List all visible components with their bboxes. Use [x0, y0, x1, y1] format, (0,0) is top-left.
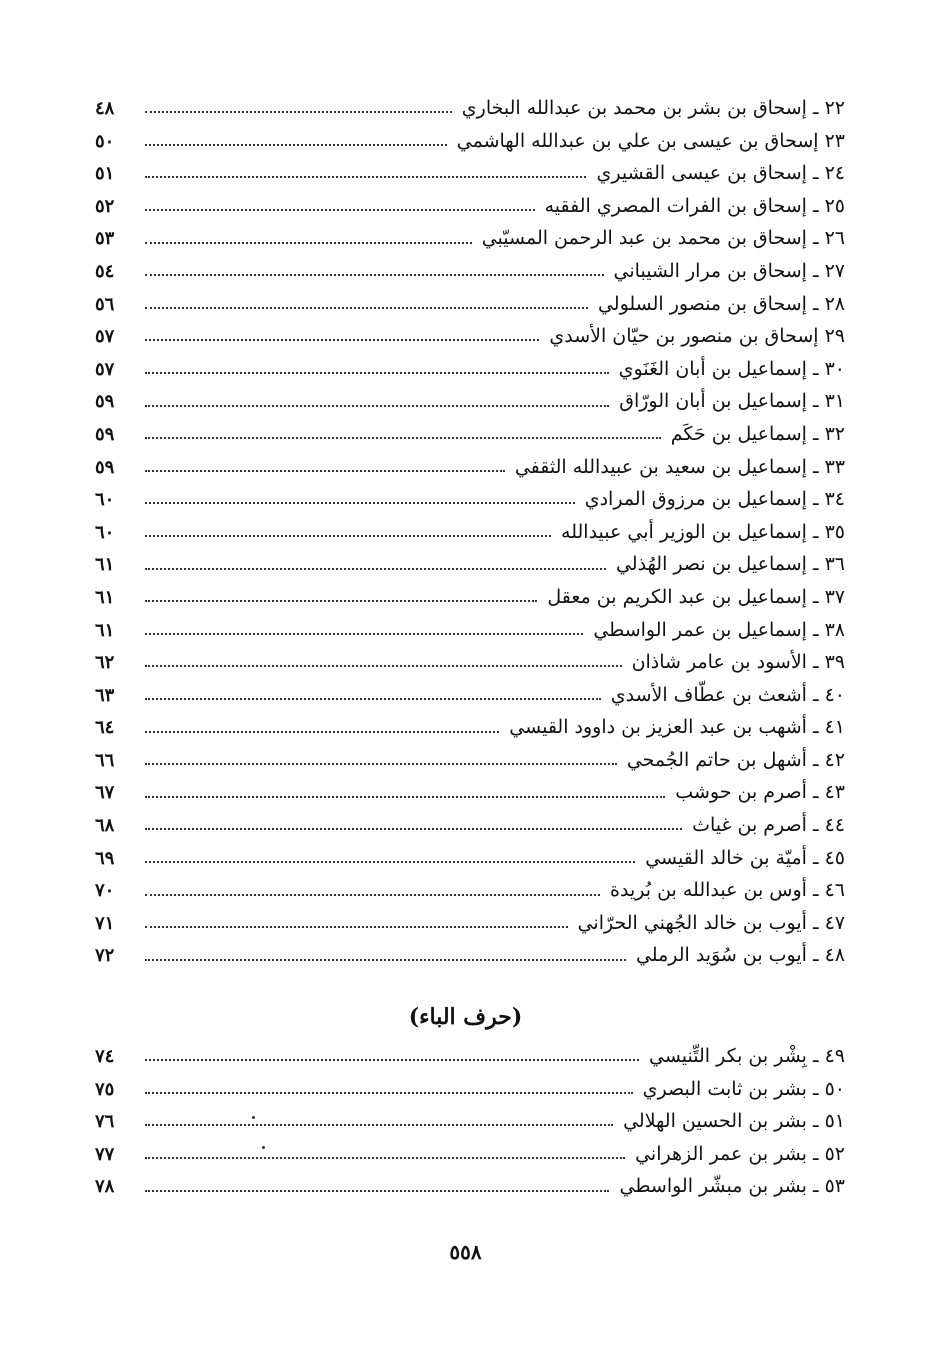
scan-speck — [252, 1116, 255, 1119]
dot-leader — [145, 698, 601, 700]
entry-page-number: ٧٢ — [95, 945, 115, 967]
toc-entry — [95, 711, 845, 744]
toc-entry — [95, 1105, 845, 1138]
entry-page-number: ٦١ — [95, 619, 115, 641]
entry-title: ٤٥ ـ أميّة بن خالد القيسي — [645, 846, 845, 869]
entry-title: ٢٩ إسحاق بن منصور بن حيّان الأسدي — [549, 325, 845, 348]
entry-page-number: ٧٧ — [95, 1143, 115, 1165]
entry-page-number: ٧١ — [95, 912, 115, 934]
entry-page-number: ٥٧ — [95, 358, 115, 380]
dot-leader — [145, 959, 626, 961]
dot-leader — [145, 372, 609, 374]
entry-page-number: ٥٦ — [95, 293, 115, 315]
toc-entry — [95, 614, 845, 647]
dot-leader — [145, 274, 604, 276]
entry-page-number: ٧٨ — [95, 1176, 115, 1198]
entry-page-number: ٥٧ — [95, 326, 115, 348]
dot-leader — [145, 111, 452, 113]
dot-leader — [145, 1157, 625, 1159]
entry-title: ٢٨ ـ إسحاق بن منصور السلولي — [597, 292, 845, 315]
entry-page-number: ٦٩ — [95, 847, 115, 869]
entry-page-number: ٥٤ — [95, 260, 115, 282]
entry-title: ٤٩ ـ بِشْر بن بكر التِّنيسي — [649, 1045, 845, 1067]
entry-page-number: ٥٩ — [95, 391, 115, 413]
entry-page-number: ٦٣ — [95, 684, 115, 706]
entry-title: ٤٤ ـ أصرم بن غياث — [692, 814, 845, 837]
dot-leader — [145, 307, 588, 309]
entry-title: ٢٧ ـ إسحاق بن مرار الشيباني — [613, 259, 845, 282]
entry-page-number: ٧٦ — [95, 1111, 115, 1133]
dot-leader — [145, 568, 606, 570]
toc-entry — [95, 516, 845, 549]
entry-title: ٤٠ ـ أشعث بن عطّاف الأسدي — [610, 683, 845, 706]
toc-entry — [95, 385, 845, 418]
entry-page-number: ٥٩ — [95, 456, 115, 478]
dot-leader — [145, 1059, 639, 1061]
toc-entry — [95, 190, 845, 223]
page-number: ٥٥٨ — [449, 1240, 482, 1264]
entry-page-number: ٥٣ — [95, 228, 115, 250]
entry-page-number: ٥٠ — [95, 130, 115, 152]
entry-title: ٣٤ ـ إسماعيل بن مرزوق المرادي — [584, 488, 845, 511]
entry-title: ٣٦ ـ إسماعيل بن نصر الهُذلي — [615, 553, 845, 576]
dot-leader — [145, 894, 600, 896]
dot-leader — [145, 405, 609, 407]
entry-page-number: ٥٩ — [95, 423, 115, 445]
entry-title: ٤٣ ـ أصرم بن حوشب — [675, 781, 845, 804]
dot-leader — [145, 1092, 633, 1094]
toc-entry — [95, 157, 845, 190]
dot-leader — [145, 731, 499, 733]
entry-page-number: ٥١ — [95, 163, 115, 185]
entry-page-number: ٦١ — [95, 554, 115, 576]
entry-title: ٣٩ ـ الأسود بن عامر شاذان — [631, 651, 845, 674]
toc-entry — [95, 939, 845, 972]
entry-title: ٣٠ ـ إسماعيل بن أبان الغَنَوي — [618, 357, 845, 380]
entry-page-number: ٧٤ — [95, 1046, 115, 1067]
toc-entry — [95, 744, 845, 777]
toc-entry — [95, 646, 845, 679]
entry-page-number: ٦٧ — [95, 782, 115, 804]
entry-title: ٤٢ ـ أشهل بن حاتم الجُمحي — [626, 748, 845, 771]
entry-title: ٥٢ ـ بشر بن عمر الزهراني — [635, 1142, 845, 1165]
dot-leader — [145, 502, 575, 504]
entry-page-number: ٦١ — [95, 586, 115, 608]
toc-entry — [95, 222, 845, 255]
table-of-contents-section-alif — [95, 92, 845, 972]
entry-title: ٥٠ ـ بشر بن ثابت البصري — [642, 1077, 845, 1100]
entry-title: ٤٧ ـ أيوب بن خالد الجُهني الحرّاني — [577, 911, 845, 934]
toc-entry — [95, 255, 845, 288]
toc-entry — [95, 288, 845, 321]
entry-page-number: ٥٢ — [95, 195, 115, 217]
dot-leader — [145, 535, 551, 537]
toc-entry — [95, 1040, 845, 1073]
entry-page-number: ٦٢ — [95, 652, 115, 674]
entry-title: ٣٨ ـ إسماعيل بن عمر الواسطي — [593, 618, 845, 641]
toc-entry — [95, 1073, 845, 1106]
entry-title: ٤٨ ـ أيوب بن سُوَيد الرملي — [635, 944, 845, 967]
entry-page-number: ٧٠ — [95, 880, 115, 902]
toc-entry — [95, 1170, 845, 1203]
toc-entry — [95, 418, 845, 451]
entry-page-number: ٦٠ — [95, 489, 115, 511]
dot-leader — [145, 339, 539, 341]
table-of-contents-section-ba — [95, 1040, 845, 1203]
toc-entry — [95, 581, 845, 614]
entry-title: ٢٣ إسحاق بن عيسى بن علي بن عبدالله الهاشمي — [456, 129, 845, 152]
dot-leader — [145, 763, 617, 765]
entry-title: ٤١ ـ أشهب بن عبد العزيز بن داوود القيسي — [509, 716, 845, 739]
toc-entry — [95, 874, 845, 907]
entry-page-number: ٦٤ — [95, 717, 115, 739]
toc-entry — [95, 125, 845, 158]
entry-title: ٣١ ـ إسماعيل بن أبان الورّاق — [619, 390, 845, 413]
entry-page-number: ٧٥ — [95, 1078, 115, 1100]
entry-title: ٢٤ ـ إسحاق بن عيسى القشيري — [596, 162, 845, 185]
toc-entry — [95, 451, 845, 484]
dot-leader — [145, 926, 568, 928]
scan-speck — [262, 1146, 265, 1149]
entry-title: ٥١ ـ بشر بن الحسين الهلالي — [623, 1110, 845, 1133]
toc-entry — [95, 548, 845, 581]
entry-title: ٢٥ ـ إسحاق بن الفرات المصري الفقيه — [544, 194, 845, 217]
entry-page-number: ٦٠ — [95, 521, 115, 543]
toc-entry — [95, 842, 845, 875]
section-heading: (حرف الباء) — [408, 1004, 523, 1030]
dot-leader — [145, 600, 537, 602]
dot-leader — [145, 437, 661, 439]
toc-entry — [95, 679, 845, 712]
dot-leader — [145, 242, 472, 244]
entry-title: ٣٥ ـ إسماعيل بن الوزير أبي عبيدالله — [561, 520, 845, 543]
dot-leader — [145, 209, 535, 211]
entry-title: ٥٣ ـ بشر بن مبشّر الواسطي — [619, 1175, 845, 1198]
entry-title: ٣٧ ـ إسماعيل بن عبد الكريم بن معقل — [547, 585, 845, 608]
toc-entry — [95, 907, 845, 940]
toc-entry — [95, 320, 845, 353]
entry-title: ٣٢ ـ إسماعيل بن حَكَم — [670, 422, 845, 445]
toc-entry — [95, 483, 845, 516]
toc-entry — [95, 776, 845, 809]
entry-title: ٢٦ ـ إسحاق بن محمد بن عبد الرحمن المسيّبي — [481, 227, 845, 250]
dot-leader — [145, 1190, 609, 1192]
entry-title: ٤٦ ـ أوس بن عبدالله بن بُريدة — [610, 879, 845, 902]
toc-entry — [95, 1138, 845, 1171]
dot-leader — [145, 665, 622, 667]
entry-title: ٢٢ ـ إسحاق بن بشر بن محمد بن عبدالله البخاري — [461, 97, 845, 119]
dot-leader — [145, 1124, 613, 1126]
dot-leader — [145, 861, 635, 863]
entry-title: ٣٣ ـ إسماعيل بن سعيد بن عبيدالله الثقفي — [514, 455, 845, 478]
dot-leader — [145, 633, 583, 635]
dot-leader — [145, 470, 505, 472]
entry-page-number: ٤٨ — [95, 98, 115, 119]
entry-page-number: ٦٦ — [95, 749, 115, 771]
dot-leader — [145, 828, 682, 830]
toc-entry — [95, 353, 845, 386]
dot-leader — [145, 796, 665, 798]
dot-leader — [145, 144, 447, 146]
toc-entry — [95, 809, 845, 842]
entry-page-number: ٦٨ — [95, 815, 115, 837]
toc-entry — [95, 92, 845, 125]
dot-leader — [145, 176, 586, 178]
